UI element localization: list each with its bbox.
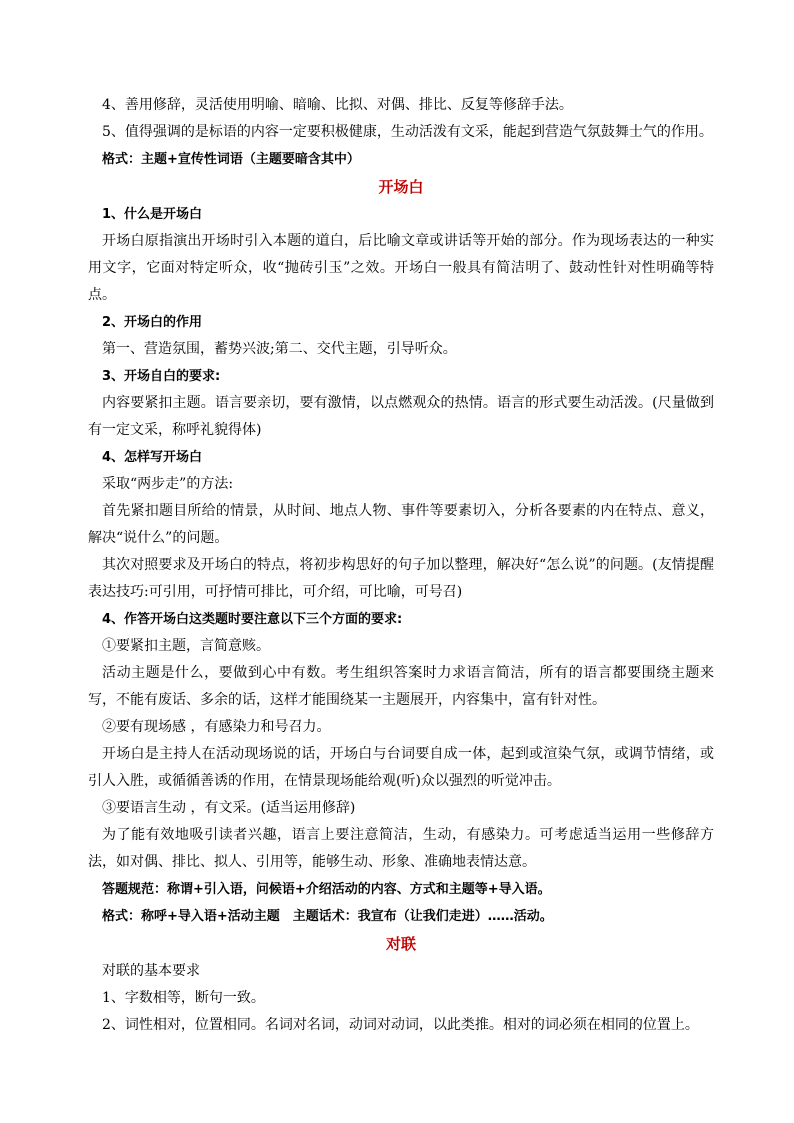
subheading: 4、怎样写开场白 — [102, 450, 203, 465]
requirement-item: ③要语言生动 ，有文采。(适当运用修辞) — [102, 800, 356, 816]
section-heading-couplet: 对联 — [385, 935, 416, 953]
format-line: 格式：称呼+导入语+活动主题 主题话术：我宣布（让我们走进）……活动。 — [102, 909, 553, 924]
document-body — [88, 92, 714, 1039]
paragraph: 内容要紧扣主题。语言要亲切，要有激情，以点燃观众的热情。语言的形式要生动活泼。(尺量做到有一定文采，称呼礼貌得体) — [88, 395, 714, 438]
section-heading-opening: 开场白 — [378, 178, 424, 196]
paragraph: 对联的基本要求 — [102, 963, 200, 979]
paragraph: 2、词性相对，位置相同。名词对名词，动词对动词，以此类推。相对的词必须在相同的位置上。 — [102, 1017, 699, 1033]
subheading: 2、开场白的作用 — [102, 315, 203, 330]
subheading: 3、开场自白的要求: — [102, 369, 221, 384]
paragraph: 采取“两步走”的方法: — [102, 476, 234, 492]
paragraph: 4、善用修辞，灵活使用明喻、暗喻、比拟、对偶、排比、反复等修辞手法。 — [102, 97, 573, 113]
subheading: 4、作答开场白这类题时要注意以下三个方面的要求: — [102, 612, 403, 627]
paragraph: 第一、营造氛围，蓄势兴波;第二、交代主题，引导听众。 — [102, 341, 457, 357]
format-line: 格式：主题+宣传性词语（主题要暗含其中） — [102, 152, 360, 167]
paragraph: 5、值得强调的是标语的内容一定要积极健康，生动活泼有文采，能起到营造气氛鼓舞士气的作用。 — [102, 124, 713, 140]
subheading: 1、什么是开场白 — [102, 207, 203, 222]
paragraph: 开场白原指演出开场时引入本题的道白，后比喻文章或讲话等开始的部分。作为现场表达的一种实用文字，它面对特定听众，收“抛砖引玉”之效。开场白一般具有简洁明了、鼓动性针对性明确等特点。 — [88, 233, 714, 303]
requirement-item: ①要紧扣主题，言简意赅。 — [102, 638, 270, 654]
paragraph: 为了能有效地吸引读者兴趣，语言上要注意简洁，生动，有感染力。可考虑适当运用一些修辞方法，如对偶、排比、拟人、引用等，能够生动、形象、准确地表情达意。 — [88, 827, 714, 870]
paragraph: 首先紧扣题目所给的情景，从时间、地点人物、事件等要素切入，分析各要素的内在特点、意义，解决“说什么”的问题。 — [88, 503, 714, 546]
paragraph: 其次对照要求及开场白的特点，将初步构思好的句子加以整理，解决好“怎么说”的问题。(友情提醒表达技巧:可引用，可抒情可排比，可介绍，可比喻，可号召) — [88, 557, 714, 600]
paragraph: 活动主题是什么，要做到心中有数。考生组织答案时力求语言简洁，所有的语言都要围绕主题来写，不能有废话、多余的话，这样才能围绕某一主题展开，内容集中，富有针对性。 — [88, 665, 714, 708]
answer-norm: 答题规范：称谓+引入语，问候语+介绍活动的内容、方式和主题等+导入语。 — [102, 882, 551, 897]
paragraph: 开场白是主持人在活动现场说的话，开场白与台词要自成一体，起到或渲染气氛，或调节情绪，或引人入胜，或循循善诱的作用，在情景现场能给观(听)众以强烈的听觉冲击。 — [88, 746, 714, 789]
requirement-item: ②要有现场感 ，有感染力和号召力。 — [102, 719, 331, 735]
paragraph: 1、字数相等，断句一致。 — [102, 990, 265, 1006]
